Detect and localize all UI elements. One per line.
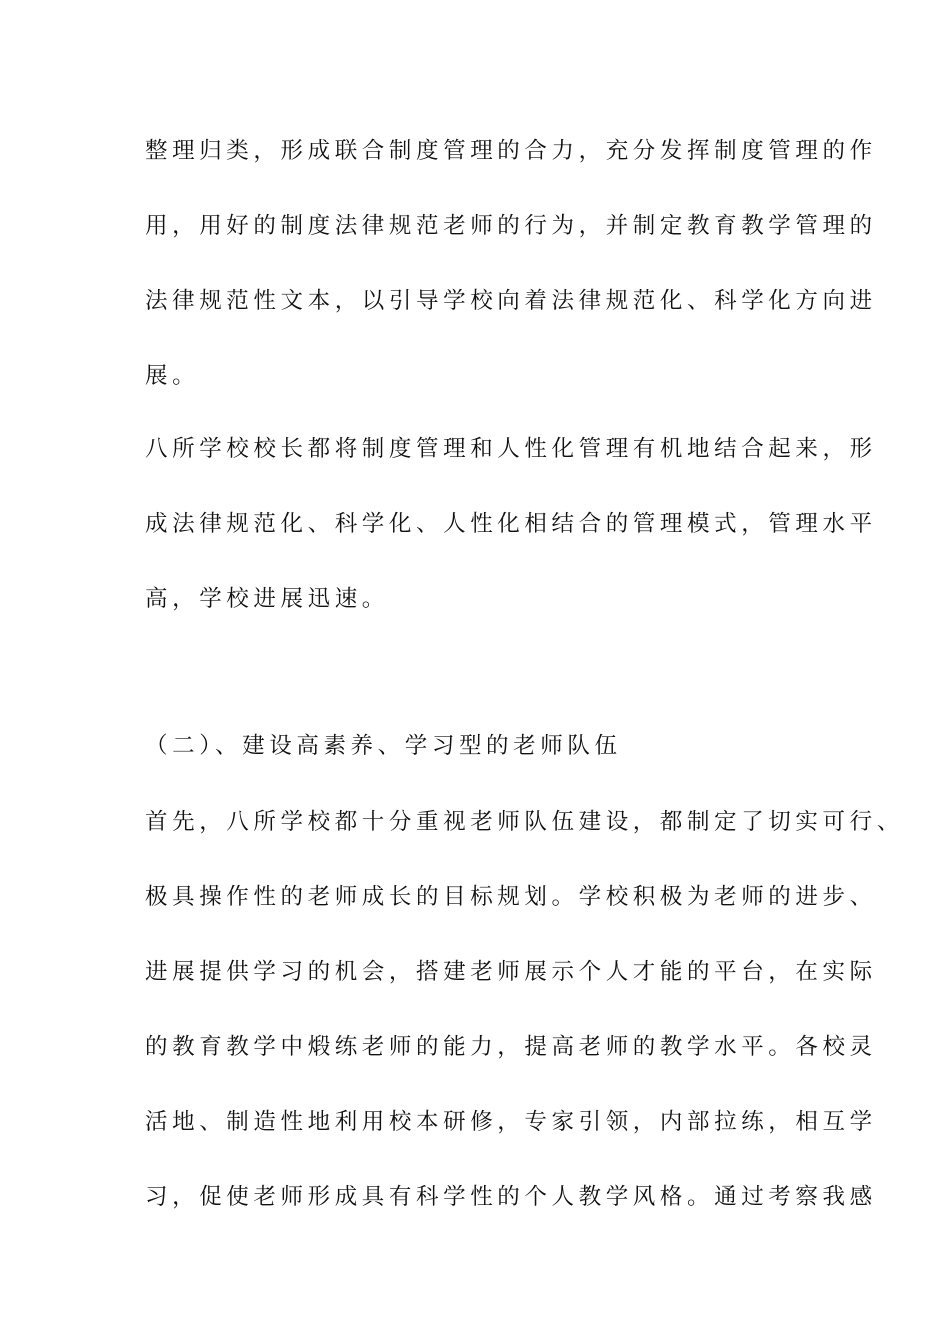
section-heading: （二）、建设高素养、学习型的老师队伍: [145, 733, 622, 759]
paragraph-2-line-2: 成法律规范化、科学化、人性化相结合的管理模式，管理水平: [145, 511, 877, 537]
paragraph-1-line-3: 法律规范性文本，以引导学校向着法律规范化、科学化方向进: [145, 288, 877, 314]
paragraph-3-line-2: 极具操作性的老师成长的目标规划。学校积极为老师的进步、: [145, 884, 877, 910]
paragraph-3-line-6: 习，促使老师形成具有科学性的个人教学风格。通过考察我感: [145, 1184, 877, 1210]
paragraph-2-line-3: 高，学校进展迅速。: [145, 586, 389, 612]
paragraph-3-line-4: 的教育教学中煅练老师的能力，提高老师的教学水平。各校灵: [145, 1034, 877, 1060]
paragraph-1-line-2: 用，用好的制度法律规范老师的行为，并制定教育教学管理的: [145, 213, 877, 239]
paragraph-3-line-3: 进展提供学习的机会，搭建老师展示个人才能的平台，在实际: [145, 959, 877, 985]
paragraph-1-line-1: 整理归类，形成联合制度管理的合力，充分发挥制度管理的作: [145, 138, 877, 164]
paragraph-3-line-5: 活地、制造性地利用校本研修，专家引领，内部拉练，相互学: [145, 1109, 877, 1135]
paragraph-2-line-1: 八所学校校长都将制度管理和人性化管理有机地结合起来，形: [145, 436, 877, 462]
paragraph-3-line-1: 首先，八所学校都十分重视老师队伍建设，都制定了切实可行、: [145, 809, 904, 835]
paragraph-1-line-4: 展。: [145, 363, 200, 389]
